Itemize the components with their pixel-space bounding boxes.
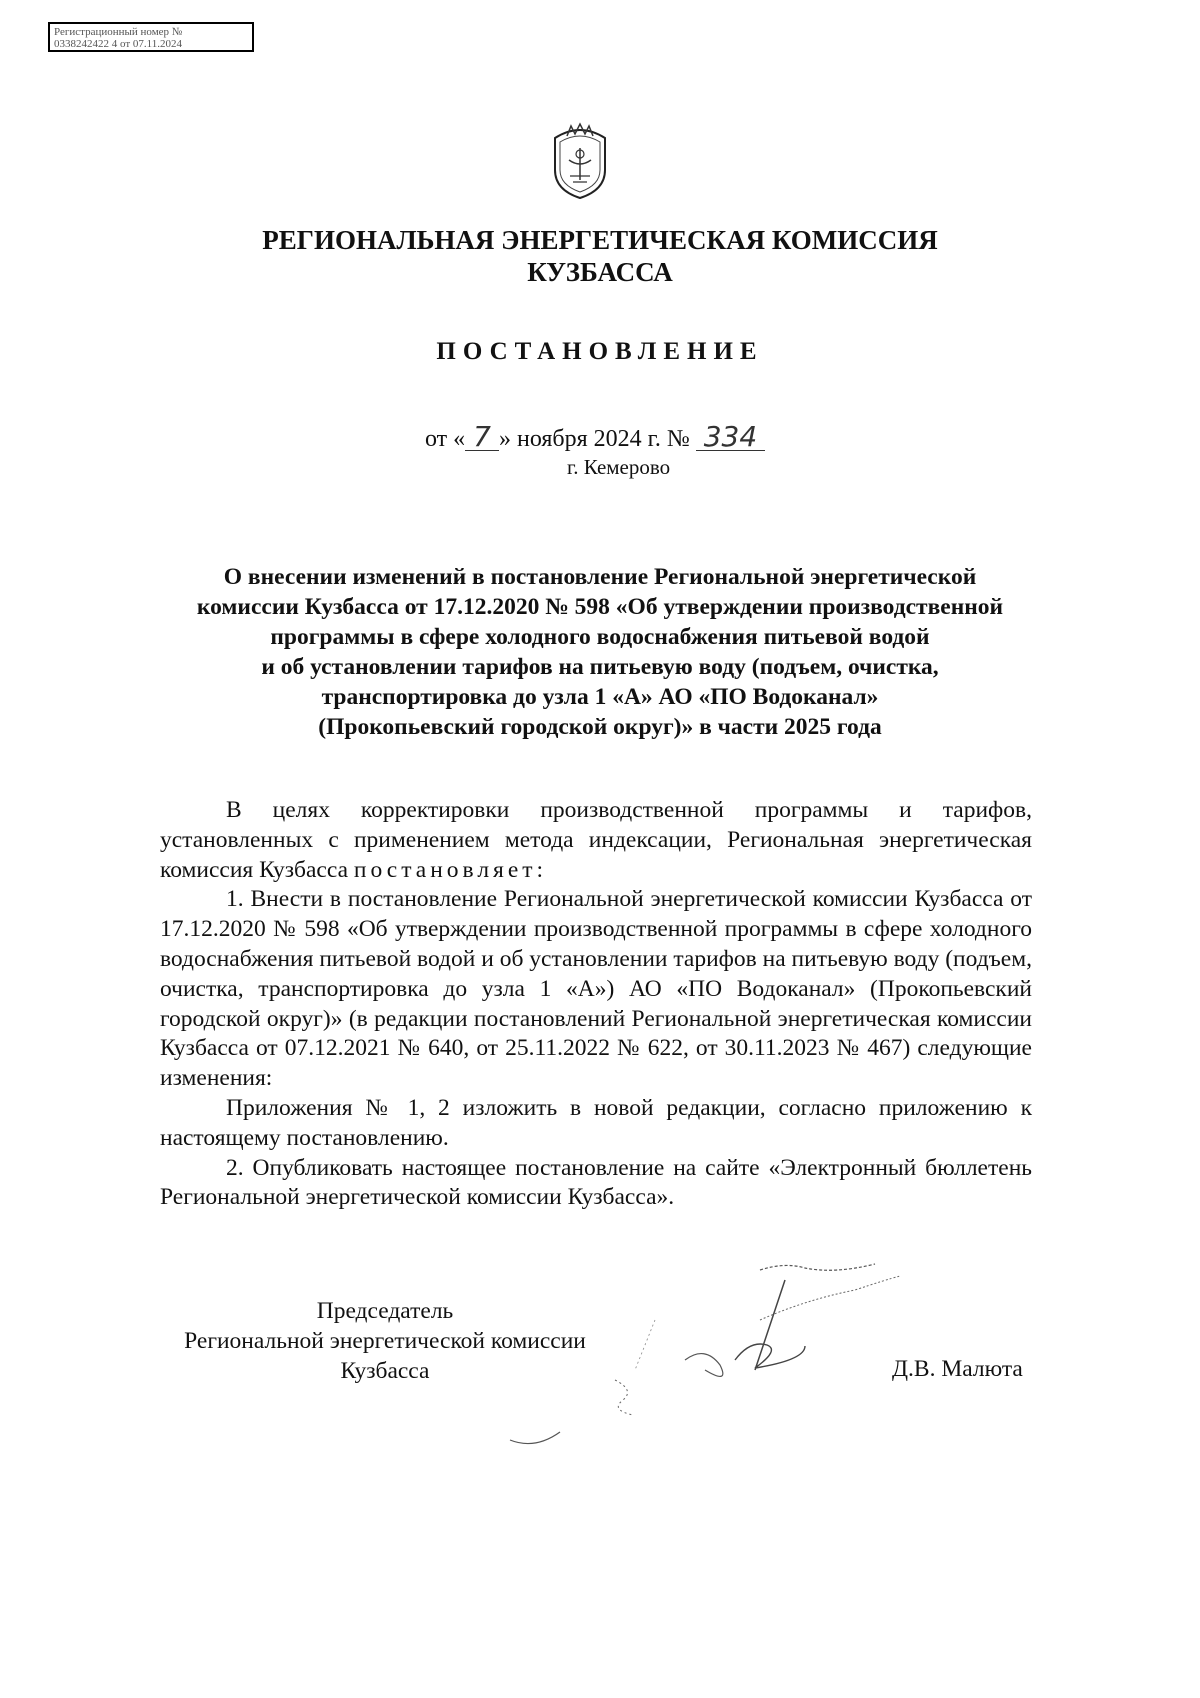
item-1-sub-paragraph: Приложения № 1, 2 изложить в новой редакции, согласно приложению к настоящему постановлению. (160, 1094, 1032, 1151)
date-day-handwritten: 7 (465, 424, 499, 451)
subject-line: и об установлении тарифов на питьевую воду (подъем, очистка, (261, 654, 939, 680)
decree-word: постановляет: (353, 856, 548, 883)
document-date-line (425, 420, 765, 453)
registration-line-2: 0338242422 4 от 07.11.2024 (54, 38, 183, 50)
handwritten-signature (505, 1250, 905, 1470)
organization-name (0, 224, 1200, 288)
document-city: г. Кемерово (567, 455, 671, 479)
document-subject (150, 562, 1050, 742)
signatory-name: Д.В. Малюта (892, 1356, 1023, 1382)
subject-line: (Прокопьевский городской округ)» в части 2025 года (318, 714, 882, 740)
registration-stamp (48, 22, 254, 52)
intro-paragraph (160, 796, 1032, 885)
item-1-paragraph: 1. Внести в постановление Региональной энергетической комиссии Кузбасса от 17.12.2020 № 598 «Об утверждении производственной программы в сфере холодного водоснабжения питьевой водой и об установлении тарифов на питьевую воду (подъем, очистка, транспортировка до узла 1 «А») АО «ПО Водоканал» (Прокопьевский городской округ)» (в редакции постановлений Региональной энергетическая комиссии Кузбасса от 07.12.2021 № 640, от 25.11.2022 № 622, от 30.11.2023 № 467) следующие изменения: (160, 886, 1032, 1092)
item-2-paragraph: 2. Опубликовать настоящее постановление на сайте «Электронный бюллетень Региональной энергетической комиссии Кузбасса». (160, 1154, 1032, 1211)
signatory-title-line-2: Региональной энергетической комиссии (184, 1328, 586, 1354)
subject-line: транспортировка до узла 1 «А» АО «ПО Водоканал» (321, 684, 879, 710)
subject-line: программы в сфере холодного водоснабжения питьевой водой (270, 624, 930, 650)
organization-line-2: КУЗБАССА (527, 257, 673, 287)
subject-line: комиссии Кузбасса от 17.12.2020 № 598 «Об утверждении производственной (196, 594, 1004, 620)
intro-text: В целях корректировки производственной программы и тарифов, установленных с применением метода индексации, Региональная энергетическая комиссия Кузбасса (160, 797, 1032, 883)
coat-of-arms-icon (545, 120, 615, 200)
registration-line-1: Регистрационный номер № (54, 26, 183, 38)
subject-line: О внесении изменений в постановление Региональной энергетической (223, 564, 977, 590)
document-number-handwritten: 334 (696, 424, 765, 451)
signatory-title-line-3: Кузбасса (340, 1358, 430, 1384)
signatory-title-line-1: Председатель (316, 1298, 454, 1324)
date-prefix: от « (425, 426, 466, 452)
date-middle: » ноября 2024 г. № (499, 426, 690, 452)
organization-line-1: РЕГИОНАЛЬНАЯ ЭНЕРГЕТИЧЕСКАЯ КОМИССИЯ (262, 225, 938, 255)
document-type: ПОСТАНОВЛЕНИЕ (436, 338, 764, 365)
document-body (160, 796, 1032, 1213)
